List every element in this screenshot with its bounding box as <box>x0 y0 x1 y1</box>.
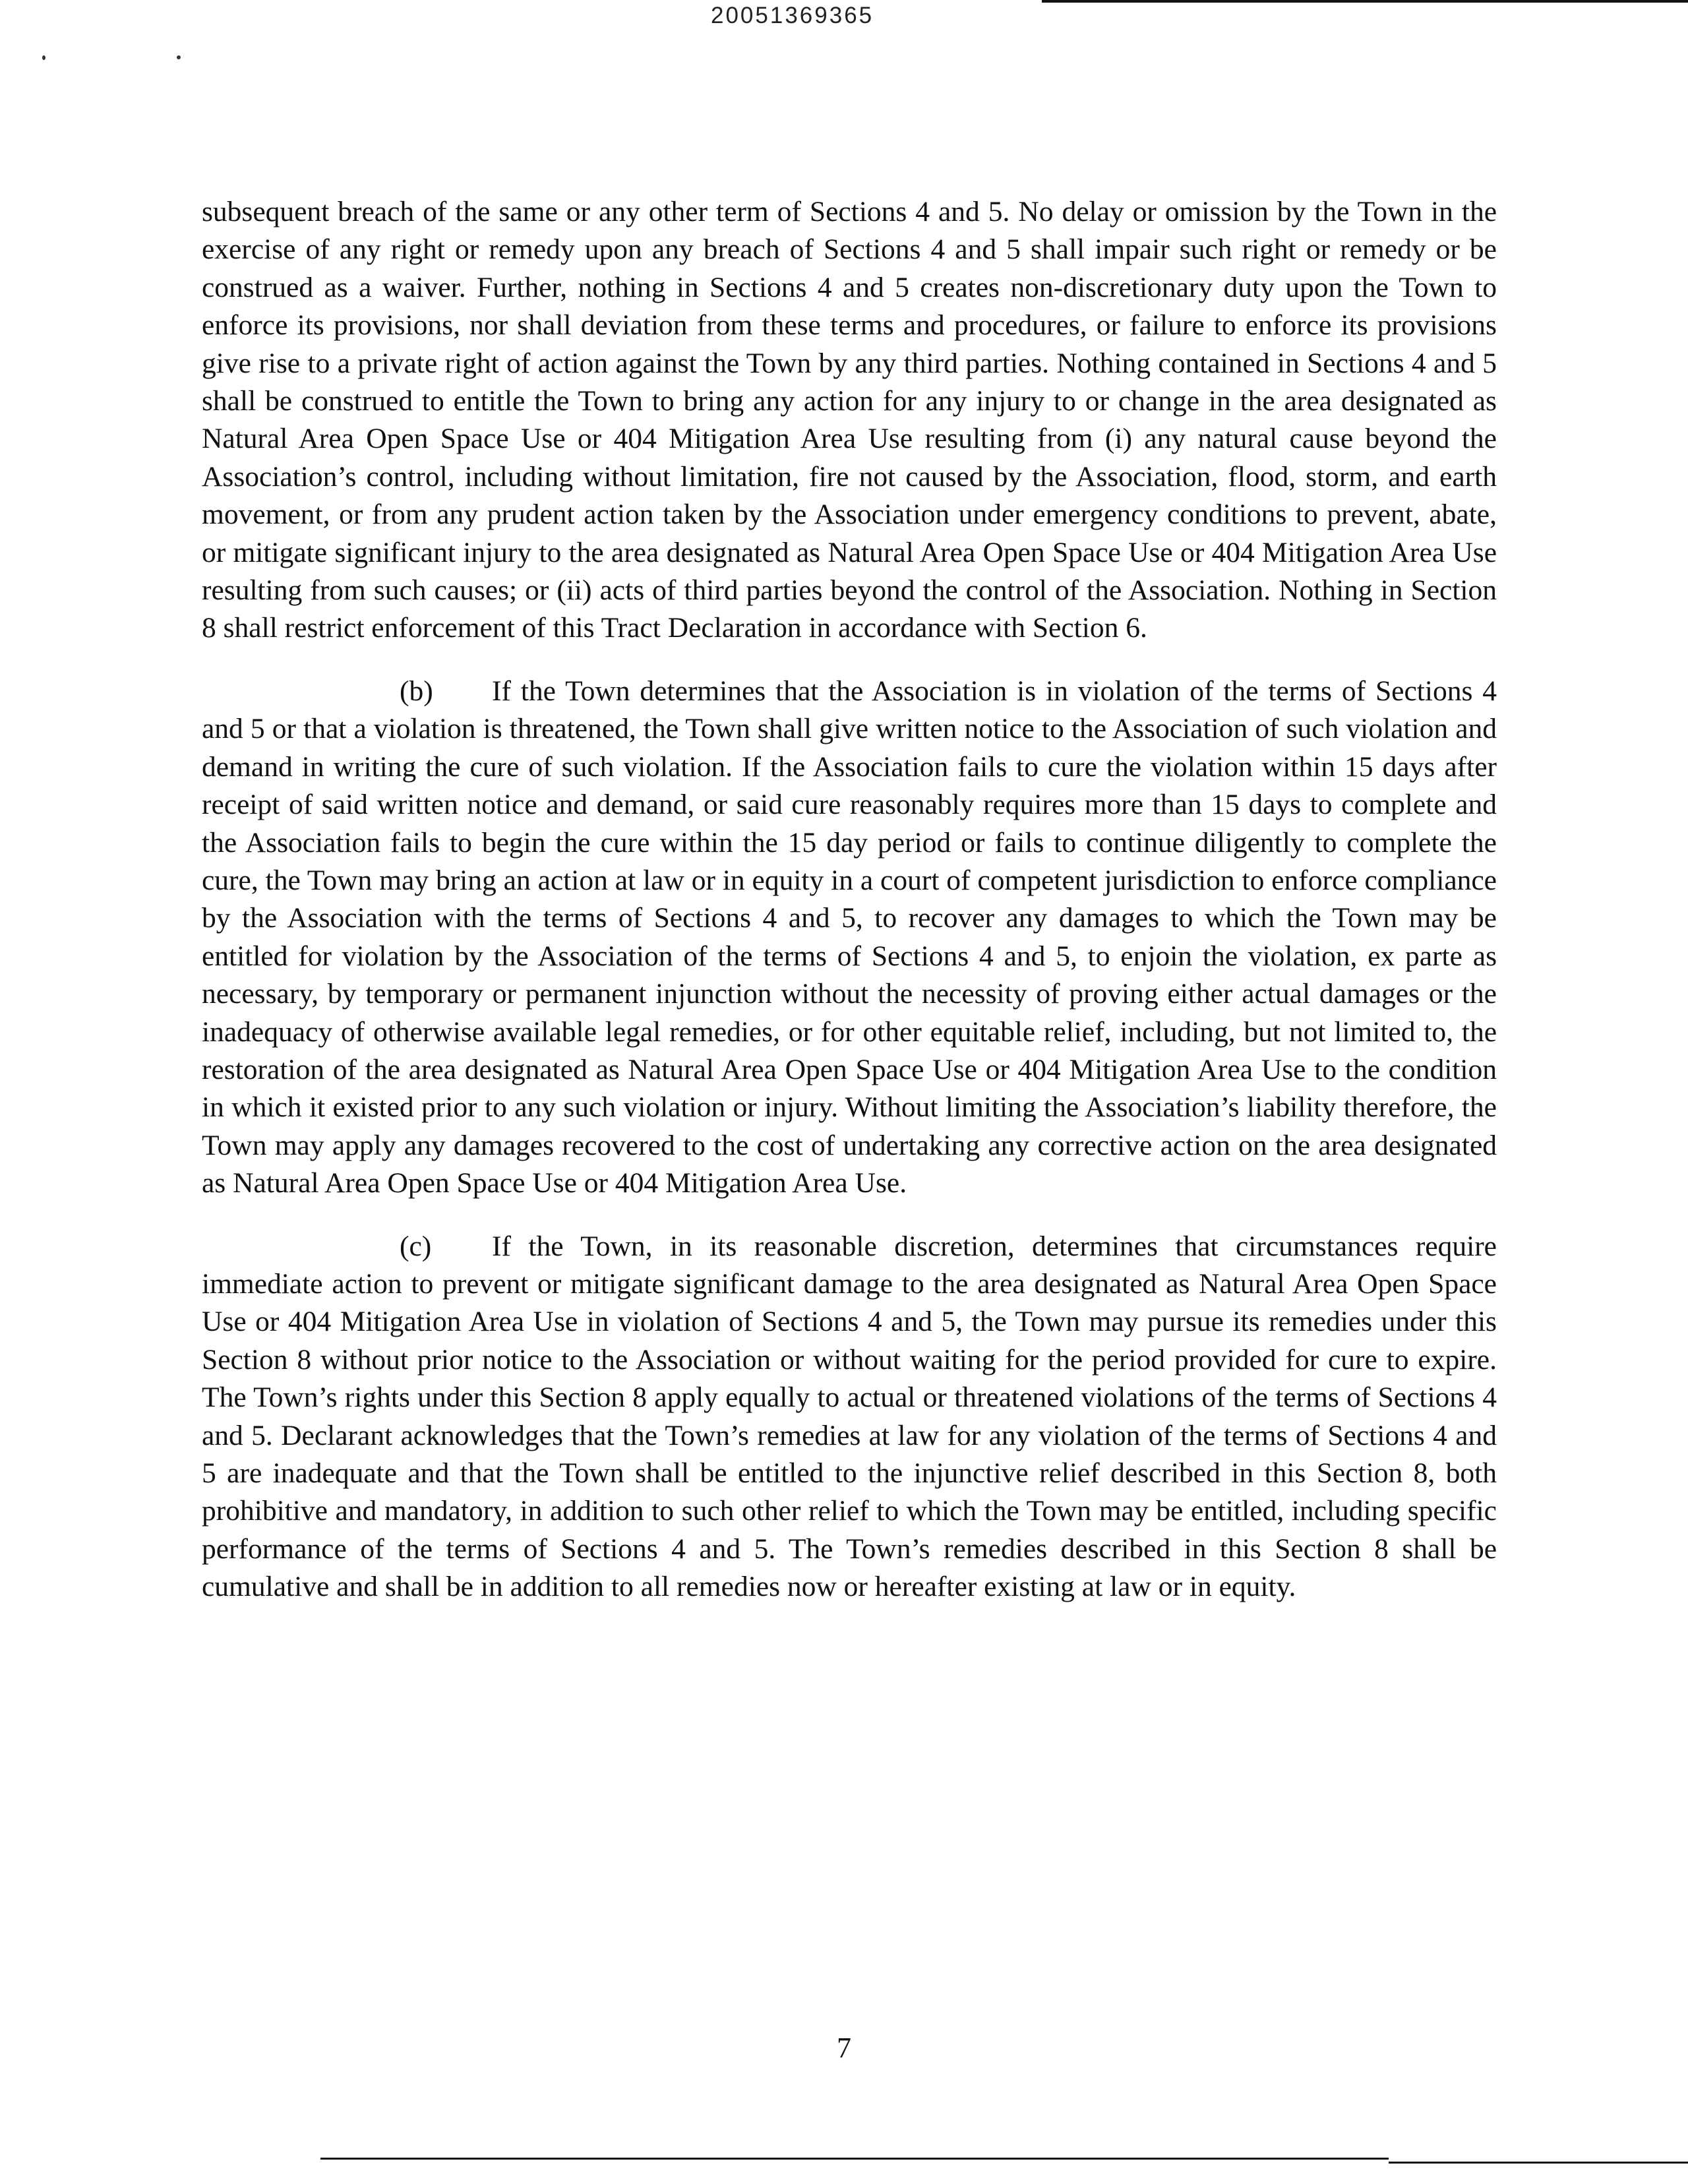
scan-speck <box>177 55 181 59</box>
paragraph-b-label: (b) <box>400 675 433 707</box>
document-number: 20051369365 <box>711 3 874 28</box>
top-rule <box>1042 0 1688 3</box>
page-number: 7 <box>837 2032 851 2064</box>
paragraph-c <box>202 1228 1497 1606</box>
scan-speck <box>42 55 45 60</box>
paragraph-c-label: (c) <box>400 1230 432 1262</box>
paragraph-a-continuation: subsequent breach of the same or any other term of Sections 4 and 5. No delay or omission by the Town in the exercise of any right or remedy upon any breach of Sections 4 and 5 shall impair such right or remedy or be construed as a waiver. Further, nothing in Sections 4 and 5 creates non-discretionary duty upon the Town to enforce its provisions, nor shall deviation from these terms and procedures, or failure to enforce its provisions give rise to a private right of action against the Town by any third parties. Nothing contained in Sections 4 and 5 shall be construed to entitle the Town to bring any action for any injury to or change in the area designated as Natural Area Open Space Use or 404 Mitigation Area Use resulting from (i) any natural cause beyond the Association’s control, including without limitation, fire not caused by the Association, flood, storm, and earth movement, or from any prudent action taken by the Association under emergency conditions to prevent, abate, or mitigate significant injury to the area designated as Natural Area Open Space Use or 404 Mitigation Area Use resulting from such causes; or (ii) acts of third parties beyond the control of the Association. Nothing in Section 8 shall restrict enforcement of this Tract Declaration in accordance with Section 6. <box>202 196 1497 644</box>
document-body <box>202 193 1497 1606</box>
paragraph-c-text: If the Town, in its reasonable discretion, determines that circumstances require immediate action to prevent or mitigate significant damage to the area designated as Natural Area Open Space Use or 404 Mitigation Area Use in violation of Sections 4 and 5, the Town may pursue its remedies under this Section 8 without prior notice to the Association or without waiting for the period provided for cure to expire. The Town’s rights under this Section 8 apply equally to actual or threatened violations of the terms of Sections 4 and 5. Declarant acknowledges that the Town’s remedies at law for any violation of the terms of Sections 4 and 5 are inadequate and that the Town shall be entitled to the injunctive relief described in this Section 8, both prohibitive and mandatory, in addition to such other relief to which the Town may be entitled, including specific performance of the terms of Sections 4 and 5. The Town’s remedies described in this Section 8 shall be cumulative and shall be in addition to all remedies now or hereafter existing at law or in equity. <box>202 1230 1497 1603</box>
bottom-rule-right <box>1389 2162 1688 2164</box>
paragraph-b-text: If the Town determines that the Association is in violation of the terms of Sections 4 and 5 or that a violation is threatened, the Town shall give written notice to the Association of such violation and demand in writing the cure of such violation. If the Association fails to cure the violation within 15 days after receipt of said written notice and demand, or said cure reasonably requires more than 15 days to complete and the Association fails to begin the cure within the 15 day period or fails to continue diligently to complete the cure, the Town may bring an action at law or in equity in a court of competent jurisdiction to enforce compliance by the Association with the terms of Sections 4 and 5, to recover any damages to which the Town may be entitled for violation by the Association of the terms of Sections 4 and 5, to enjoin the violation, ex parte as necessary, by temporary or permanent injunction without the necessity of proving either actual damages or the inadequacy of otherwise available legal remedies, or for other equitable relief, including, but not limited to, the restoration of the area designated as Natural Area Open Space Use or 404 Mitigation Area Use to the condition in which it existed prior to any such violation or injury. Without limiting the Association’s liability therefore, the Town may apply any damages recovered to the cost of undertaking any corrective action on the area designated as Natural Area Open Space Use or 404 Mitigation Area Use. <box>202 675 1497 1199</box>
bottom-rule <box>320 2158 1389 2160</box>
paragraph-b <box>202 673 1497 1203</box>
